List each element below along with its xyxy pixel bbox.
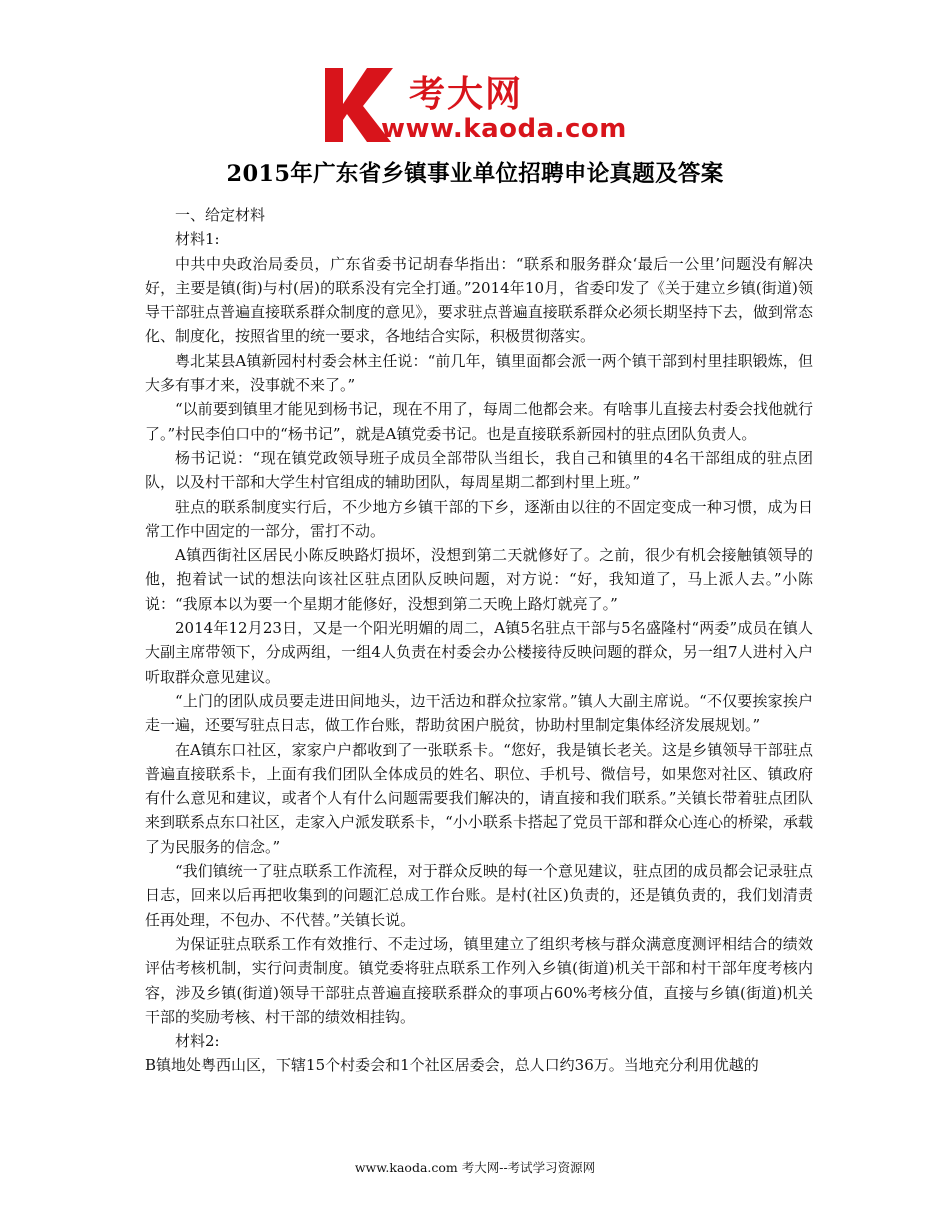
paragraph: 在A镇东口社区，家家户户都收到了一张联系卡。“您好，我是镇长老关。这是乡镇领导干部驻点普遍直接联系卡，上面有我们团队全体成员的姓名、职位、手机号、微信号，如果您对社区、镇政府有什么意见和建议，或者个人有什么问题需要我们解决的，请直接和我们联系。”关镇长带着驻点团队来到联系点东口社区，走家入户派发联系卡，“小小联系卡搭起了党员干部和群众心连心的桥梁，承载了为民服务的信念。” (145, 740, 813, 856)
paragraph: 驻点的联系制度实行后，不少地方乡镇干部的下乡，逐渐由以往的不固定变成一种习惯，成为日常工作中固定的一部分，雷打不动。 (145, 497, 813, 540)
paragraph: A镇西街社区居民小陈反映路灯损坏，没想到第二天就修好了。之前，很少有机会接触镇领导的他，抱着试一试的想法向该社区驻点团队反映问题，对方说：“好，我知道了，马上派人去。”小陈说：“我原本以为要一个星期才能修好，没想到第二天晚上路灯就亮了。” (145, 546, 813, 613)
paragraph: B镇地处粤西山区，下辖15个村委会和1个社区居委会，总人口约36万。当地充分利用优越的 (145, 1056, 759, 1075)
page-footer: www.kaoda.com 考大网--考试学习资源网 (354, 1160, 596, 1175)
material-label: 材料2: (175, 1032, 220, 1051)
section-heading: 一、给定材料 (175, 206, 266, 224)
document-body (145, 203, 813, 1078)
logo-brand-chinese: 考大网 (409, 74, 524, 115)
kaoda-logo (323, 64, 643, 146)
paragraph: 杨书记说：“现在镇党政领导班子成员全部带队当组长，我自己和镇里的4名干部组成的驻点团队，以及村干部和大学生村官组成的辅助团队，每周星期二都到村里上班。” (145, 448, 813, 492)
paragraph: “我们镇统一了驻点联系工作流程，对于群众反映的每一个意见建议，驻点团的成员都会记录驻点日志，回来以后再把收集到的问题汇总成工作台账。是村(社区)负责的，还是镇负责的，我们划清责任再处理，不包办、不代替。”关镇长说。 (145, 862, 813, 929)
paragraph: 为保证驻点联系工作有效推行、不走过场，镇里建立了组织考核与群众满意度测评相结合的绩效评估考核机制，实行问责制度。镇党委将驻点联系工作列入乡镇(街道)机关干部和村干部年度考核内容，涉及乡镇(街道)领导干部驻点普遍直接联系群众的事项占60%考核分值，直接与乡镇(街道)机关干部的奖励考核、村干部的绩效相挂钩。 (145, 934, 813, 1026)
document-title: 2015年广东省乡镇事业单位招聘申论真题及答案 (226, 161, 724, 187)
paragraph: “以前要到镇里才能见到杨书记，现在不用了，每周二他都会来。有啥事儿直接去村委会找他就行了。”村民李伯口中的“杨书记”，就是A镇党委书记。也是直接联系新园村的驻点团队负责人。 (145, 400, 813, 443)
paragraph: “上门的团队成员要走进田间地头，边干活边和群众拉家常。”镇人大副主席说。“不仅要挨家挨户走一遍，还要写驻点日志，做工作台账，帮助贫困户脱贫，协助村里制定集体经济发展规划。” (145, 691, 813, 735)
paragraph: 中共中央政治局委员，广东省委书记胡春华指出：“联系和服务群众‘最后一公里’问题没有解决好，主要是镇(街)与村(居)的联系没有完全打通。”2014年10月，省委印发了《关于建立乡镇(街道)领导干部驻点普遍直接联系群众制度的意见》，要求驻点普遍直接联系群众必须长期坚持下去，做到常态化、制度化，按照省里的统一要求，各地结合实际，积极贯彻落实。 (145, 254, 813, 346)
material-label: 材料1: (175, 230, 220, 249)
logo-brand-url: www.kaoda.com (381, 114, 627, 144)
paragraph: 2014年12月23日，又是一个阳光明媚的周二，A镇5名驻点干部与5名盛隆村“两委”成员在镇人大副主席带领下，分成两组，一组4人负责在村委会办公楼接待反映问题的群众，另一组7人进村入户听取群众意见建议。 (145, 619, 813, 686)
paragraph: 粤北某县A镇新园村村委会林主任说：“前几年，镇里面都会派一两个镇干部到村里挂职锻炼，但大多有事才来，没事就不来了。” (145, 351, 813, 395)
